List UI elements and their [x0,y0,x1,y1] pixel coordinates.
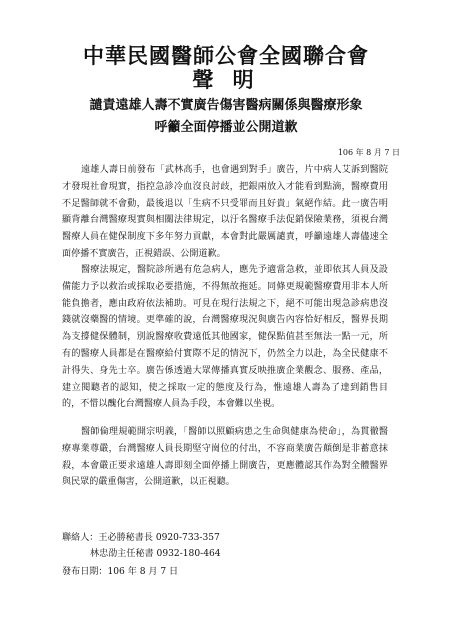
contact-block [62,530,221,562]
body-paragraph-1: 遠雄人壽日前發布「武林高手，也會遇到對手」廣告，片中病人艾訴到醫院才發現社會現實，指控急診冷血沒良討歧，把銀兩放入才能看到點滴，醫療費用不足醫師就不會動，最後退以「生病不只受罪而且好貴」氣絕作結。此一廣告明顯背離台灣醫療現實與相關法律規定，以汙名醫療手法促銷保險業務，須視台灣醫療人員在健保制度下多年努力貢獻，本會對此嚴厲譴責，呼籲遠雄人壽儘速全面停播不實廣告，正視錯誤、公開道歉。 [62,165,388,259]
contact-secondary: 林忠劭主任秘書 0932-180-464 [90,549,221,559]
statement-subtitle-line1: 譴責遠雄人壽不實廣告傷害醫病關係與醫療形象 [89,98,363,113]
statement-subtitle-line2: 呼籲全面停播並公開道歉 [154,120,298,135]
org-title: 中華民國醫師公會全國聯合會 [83,43,369,68]
publish-date: 發布日期：106 年 8 月 7 日 [62,567,179,577]
body-paragraph-3: 醫師倫理規範開宗明義，「醫師以照顧病患之生命與健康為使命」，為貫徹醫療專業尊嚴，台灣醫療人員長期堅守崗位的付出，不容商業廣告顛倒是非蓄意抹殺，本會嚴正要求遠雄人壽即刻全面停播上開廣告，更應體認其作為對全體醫界與民眾的嚴重傷害，公開道歉，以正視聽。 [62,427,388,488]
statement-date: 106 年 8 月 7 日 [337,148,400,157]
contact-primary: 聯絡人：王必勝秘書長 0920-733-357 [62,533,220,543]
body-paragraph-2: 醫療法規定，醫院診所遇有危急病人，應先予適當急救，並即依其人員及設備能力予以救治或採取必要措施，不得無故拖延。同條更規範醫療費用非本人所能負擔者，應由政府依法補助。可見在現行法規之下，絕不可能出現急診病患沒錢就沒藥醫的情境。更準確的說，台灣醫療現況與廣告內容恰好相反，醫界長期為支撐健保體制，別說醫療收費遠低其他國家，健保點值甚至無法一點一元，所有的醫療人員都是在醫療給付實際不足的情況下，仍然全力以赴，為全民健康不計得失、身先士卒。廣告係透過大眾傳播真實反映推廣企業觀念、服務、產品，建立閱聽者的認知，使之採取一定的態度及行為，惟遠雄人壽為了達到銷售目的，不惜以醜化台灣醫療人員為手段，本會難以坐視。 [62,265,388,410]
document-type-heading: 聲 明 [192,67,260,92]
